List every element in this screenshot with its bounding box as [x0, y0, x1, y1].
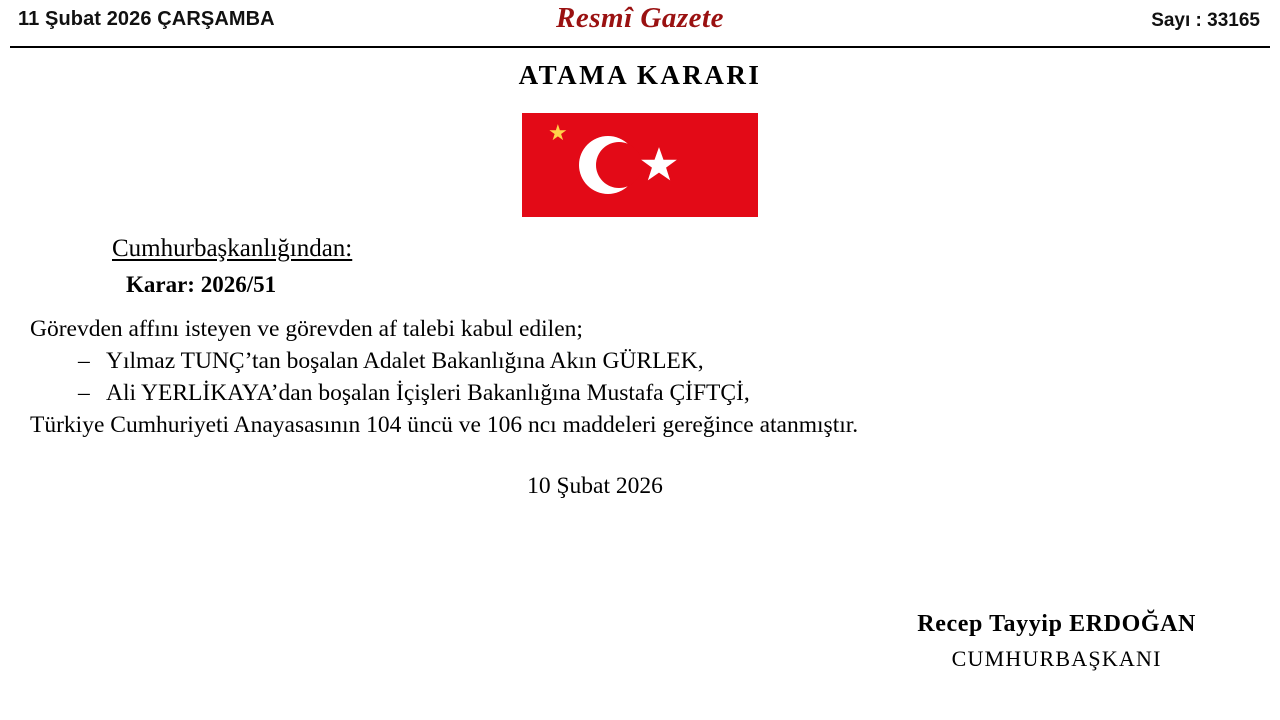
- turkish-flag-icon: [522, 113, 758, 217]
- list-item-text: Yılmaz TUNÇ’tan boşalan Adalet Bakanlığına Akın GÜRLEK,: [106, 348, 704, 374]
- masthead-date: 11 Şubat 2026 ÇARŞAMBA: [18, 8, 275, 30]
- issuing-authority: Cumhurbaşkanlığından:: [112, 235, 353, 262]
- list-bullet-dash: –: [78, 380, 90, 406]
- signature-block: [917, 611, 1196, 672]
- signer-name: Recep Tayyip ERDOĞAN: [917, 611, 1196, 637]
- sun-star-icon: ★: [548, 120, 568, 145]
- list-item: [78, 348, 1250, 375]
- document-body: [30, 235, 1250, 500]
- document-date: 10 Şubat 2026: [527, 473, 663, 499]
- list-bullet-dash: –: [78, 348, 90, 374]
- list-item: [78, 380, 1250, 407]
- crescent-inner-shape: [596, 142, 642, 188]
- masthead-issue-number: Sayı : 33165: [1151, 10, 1260, 31]
- flag-container: [0, 113, 1280, 217]
- masthead: [10, 0, 1270, 48]
- appointment-list: [30, 348, 1250, 407]
- page-title: ATAMA KARARI: [518, 60, 762, 90]
- flag-star-icon: [640, 146, 678, 184]
- signer-title: CUMHURBAŞKANI: [951, 646, 1162, 671]
- closing-paragraph: Türkiye Cumhuriyeti Anayasasının 104 üncü ve 106 ncı maddeleri gereğince atanmıştır.: [30, 412, 859, 438]
- masthead-title: Resmî Gazete: [556, 2, 724, 34]
- list-item-text: Ali YERLİKAYA’dan boşalan İçişleri Bakanlığına Mustafa ÇİFTÇİ,: [106, 380, 750, 406]
- intro-paragraph: Görevden affını isteyen ve görevden af talebi kabul edilen;: [30, 316, 583, 342]
- decision-number: Karar: 2026/51: [126, 272, 277, 297]
